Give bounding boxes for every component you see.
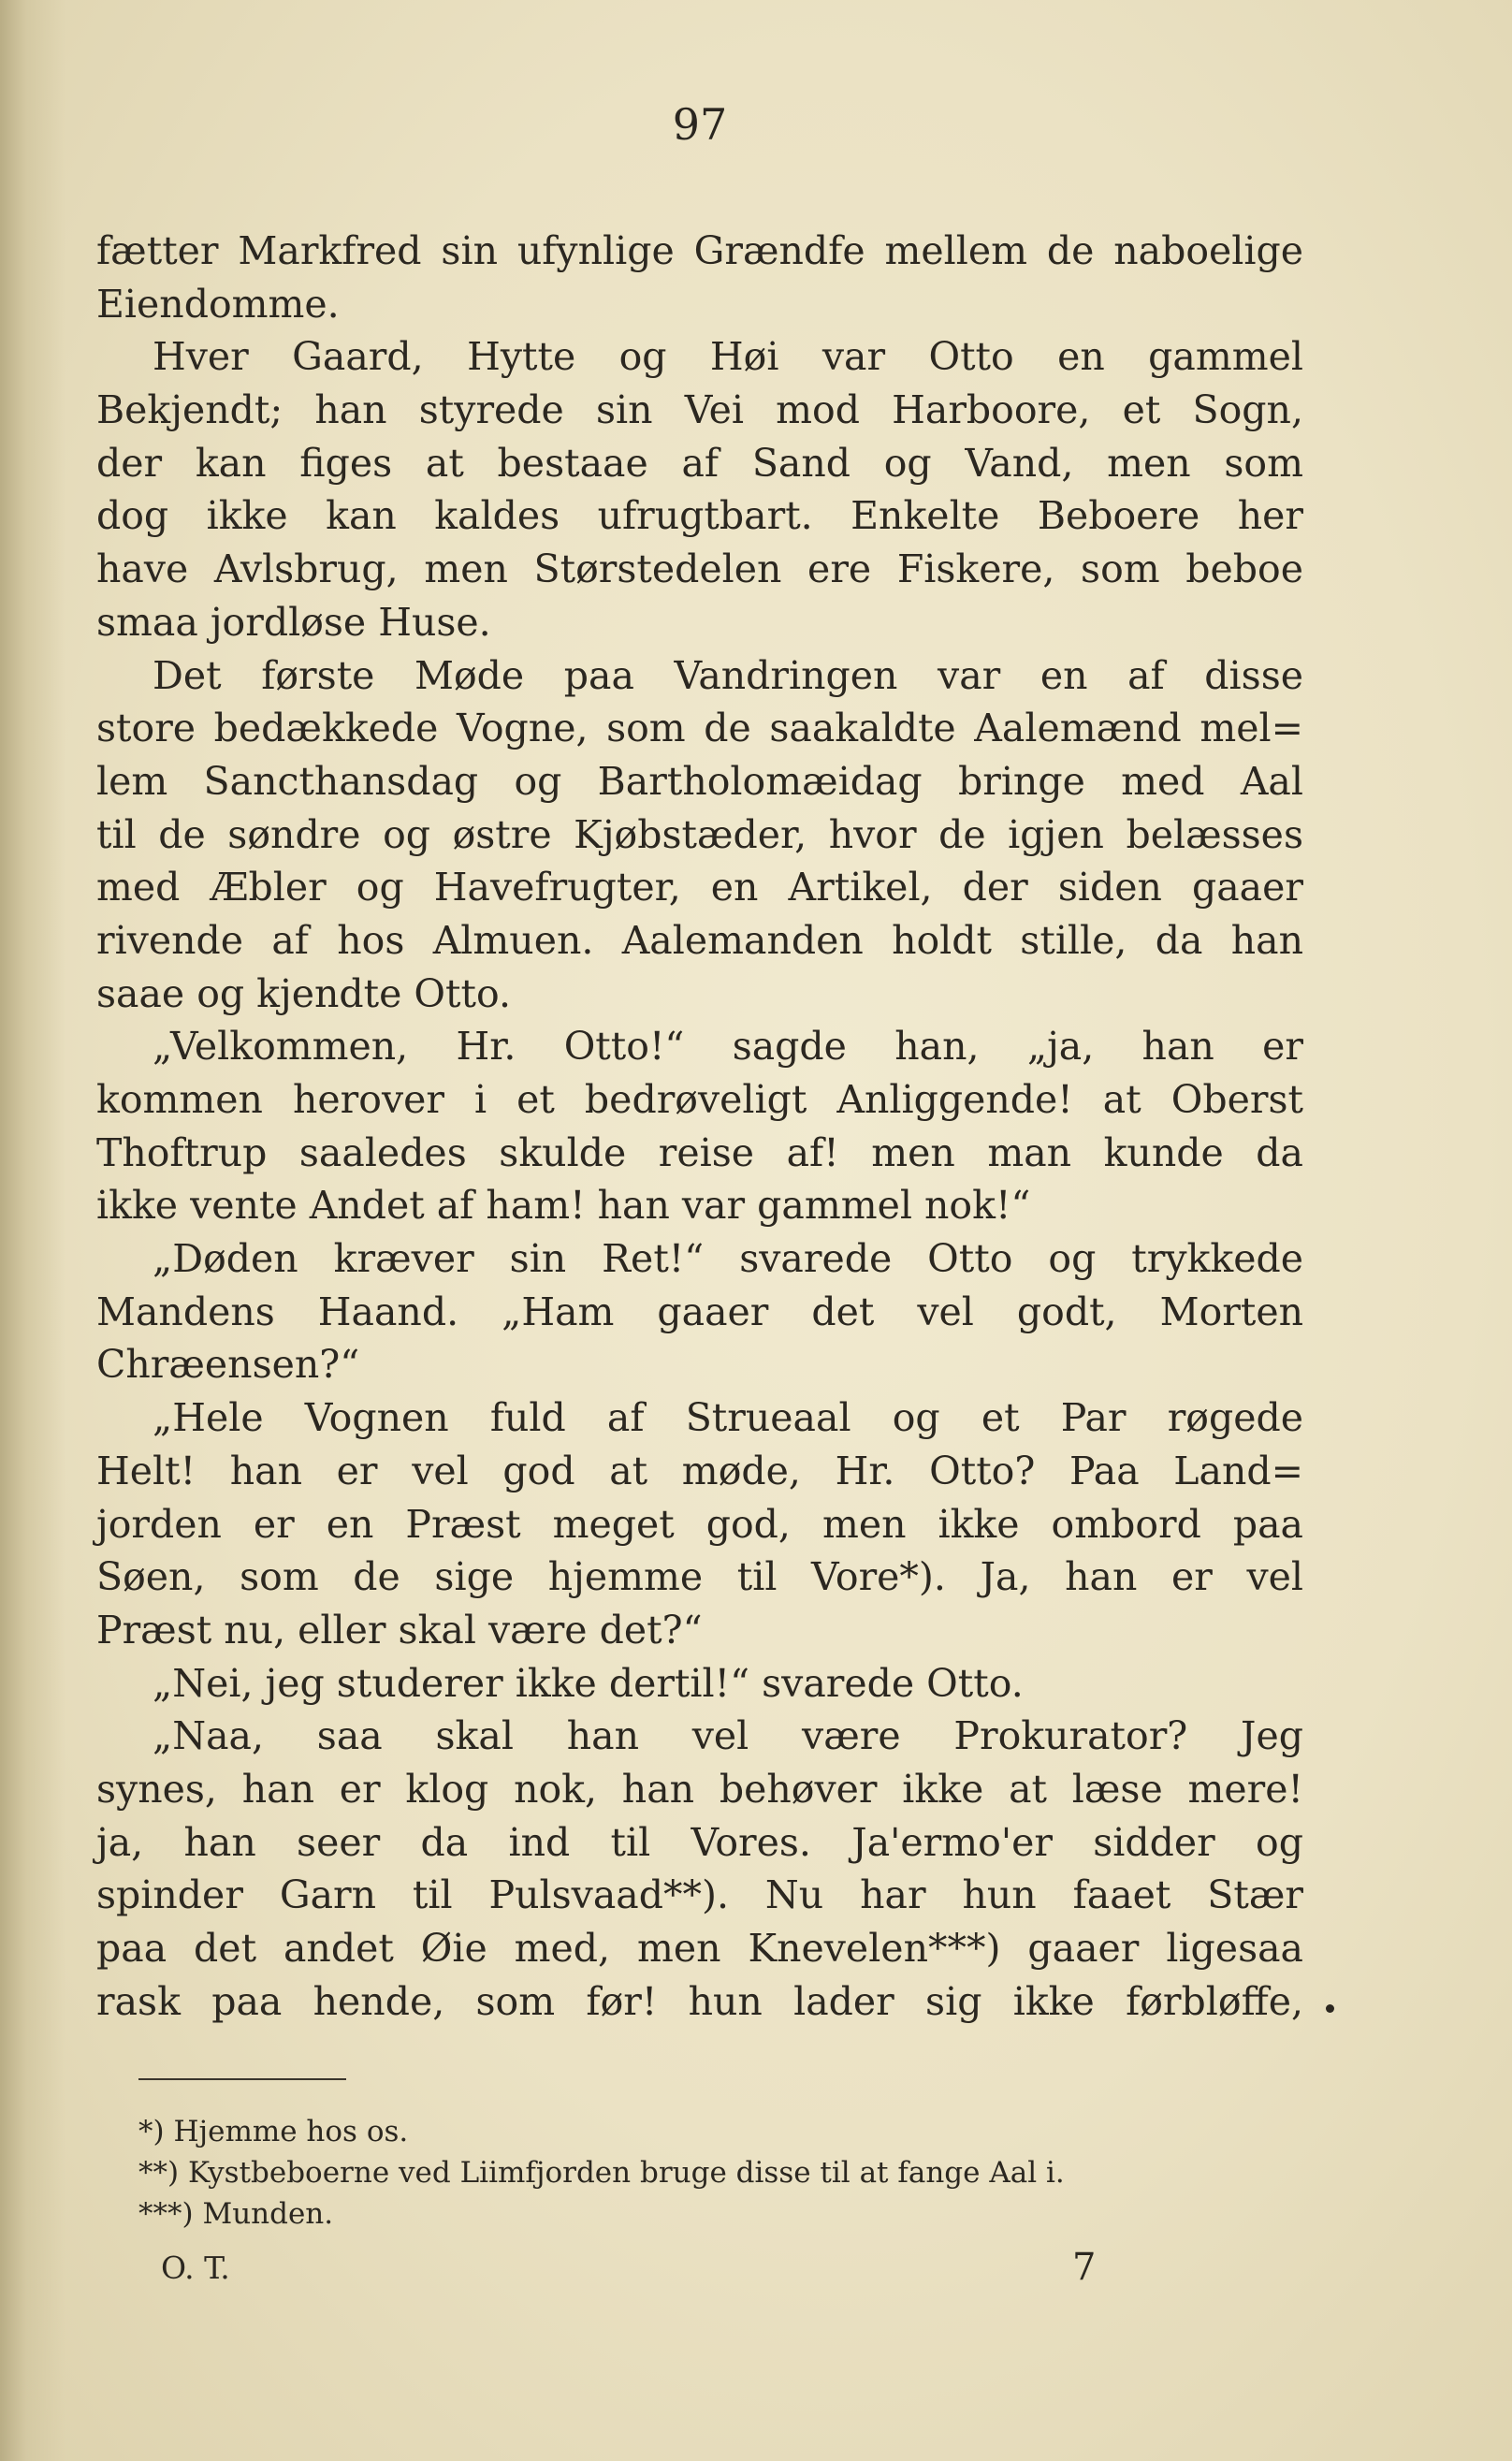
footnote-divider [138, 2078, 346, 2080]
printer-signature: O. T. [161, 2250, 230, 2286]
text-line: med Æbler og Havefrugter, en Artikel, der siden gaaer [96, 865, 1303, 910]
text-line: synes, han er klog nok, han behøver ikke at læse mere! [96, 1766, 1303, 1812]
text-line: spinder Garn til Pulsvaad**). Nu har hun faaet Stær [96, 1872, 1303, 1918]
footnote-2: **) Kystbeboerne ved Liimfjorden bruge disse til at fange Aal i. [138, 2156, 1065, 2190]
text-line: Hver Gaard, Hytte og Høi var Otto en gammel [153, 334, 1303, 380]
text-line: til de søndre og østre Kjøbstæder, hvor de igjen belæsses [96, 811, 1303, 857]
text-line: Eiendomme. [96, 281, 340, 327]
text-line: rask paa hende, som før! hun lader sig ikke førbløffe, [96, 1978, 1303, 2024]
text-line: „Hele Vognen fuld af Strueaal og et Par røgede [153, 1395, 1303, 1441]
page-number: 97 [672, 99, 728, 150]
binding-gutter-shadow [0, 0, 65, 2461]
text-line: Præst nu, eller skal være det?“ [96, 1607, 703, 1653]
text-line: saae og kjendte Otto. [96, 970, 511, 1016]
text-line: Chræensen?“ [96, 1342, 360, 1388]
footnote-3: ***) Munden. [138, 2197, 334, 2231]
text-line: ja, han seer da ind til Vores. Ja'ermo'er sidder og [96, 1819, 1303, 1865]
text-line: have Avlsbrug, men Størstedelen ere Fiskere, som beboe [96, 546, 1303, 592]
text-line: ikke vente Andet af ham! han var gammel nok!“ [96, 1183, 1031, 1229]
text-line: rivende af hos Almuen. Aalemanden holdt stille, da han [96, 917, 1303, 963]
footnote-1: *) Hjemme hos os. [138, 2115, 409, 2148]
text-line: Helt! han er vel god at møde, Hr. Otto? Paa Land= [96, 1448, 1303, 1493]
text-line: Det første Møde paa Vandringen var en af disse [153, 652, 1303, 698]
footnotes [138, 2111, 1261, 2235]
text-line: der kan figes at bestaae af Sand og Vand, men som [96, 440, 1303, 486]
text-line: lem Sancthansdag og Bartholomæidag bringe med Aal [96, 758, 1303, 804]
text-line: dog ikke kan kaldes ufrugtbart. Enkelte Beboere her [96, 493, 1303, 539]
text-line: fætter Markfred sin ufynlige Grændfe mellem de naboelige [96, 228, 1303, 273]
text-line: Mandens Haand. „Ham gaaer det vel godt, Morten [96, 1289, 1303, 1334]
text-line: smaa jordløse Huse. [96, 599, 491, 645]
stray-ink-dot [1326, 2004, 1334, 2013]
text-line: jorden er en Præst meget god, men ikke ombord paa [96, 1501, 1303, 1547]
text-line: kommen herover i et bedrøveligt Anliggende! at Oberst [96, 1077, 1303, 1122]
text-line: paa det andet Øie med, men Knevelen***) gaaer ligesaa [96, 1926, 1303, 1971]
text-line: „Døden kræver sin Ret!“ svarede Otto og trykkede [153, 1236, 1303, 1282]
body-text [96, 225, 1303, 2028]
text-line: store bedækkede Vogne, som de saakaldte Aalemænd mel= [96, 706, 1303, 751]
text-line: „Nei, jeg studerer ikke dertil!“ svarede Otto. [153, 1660, 1024, 1706]
text-line: Bekjendt; han styrede sin Vei mod Harboore, et Sogn, [96, 387, 1303, 433]
sheet-number: 7 [1072, 2246, 1097, 2289]
text-line: Søen, som de sige hjemme til Vore*). Ja, han er vel [96, 1554, 1303, 1600]
text-line: Thoftrup saaledes skulde reise af! men man kunde da [96, 1129, 1303, 1175]
text-line: „Naa, saa skal han vel være Prokurator? Jeg [153, 1713, 1303, 1759]
text-line: „Velkommen, Hr. Otto!“ sagde han, „ja, han er [153, 1024, 1303, 1070]
